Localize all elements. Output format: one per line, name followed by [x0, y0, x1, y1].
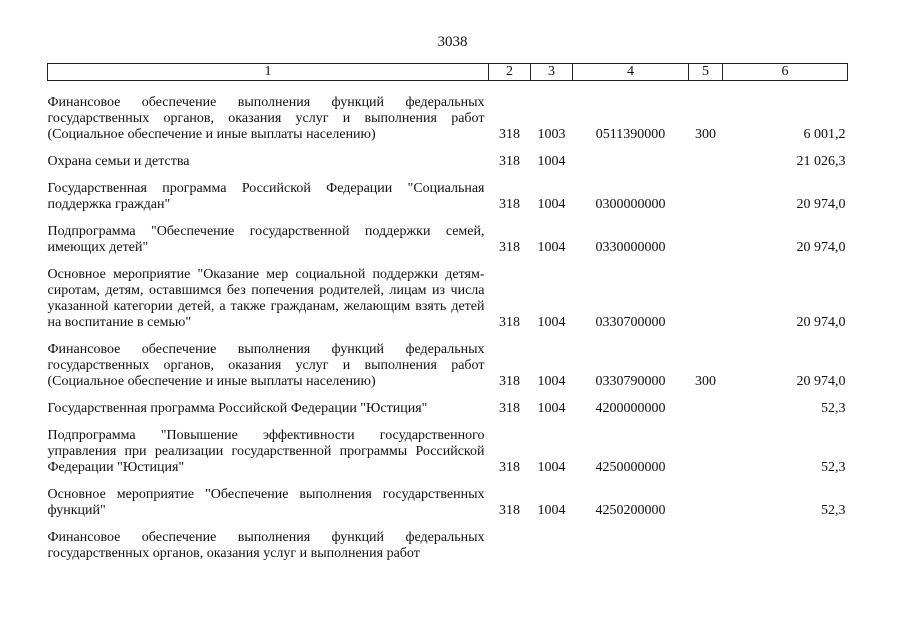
- row-name: Финансовое обеспечение выполнения функций федеральных государственных органов, оказания услуг и выполнения работ: [47, 530, 485, 561]
- row-target: 4200000000: [595, 401, 666, 416]
- row-type: [689, 417, 723, 476]
- row-type: [689, 213, 723, 256]
- table-header-row: [48, 64, 848, 81]
- row-amount: 20 974,0: [796, 374, 846, 389]
- row-ministry: 318: [499, 197, 520, 212]
- row-target: 0511390000: [595, 127, 666, 142]
- row-section: 1004: [537, 503, 566, 518]
- row-section: 1004: [537, 197, 566, 212]
- row-ministry: 318: [499, 315, 520, 330]
- row-amount: 52,3: [821, 401, 846, 416]
- row-name: Финансовое обеспечение выполнения функций федеральных государственных органов, оказания услуг и выполнения работ (Социальное обеспечение и иные выплаты населению): [47, 342, 485, 389]
- row-target: [573, 143, 689, 170]
- row-target: 0330790000: [595, 374, 666, 389]
- row-target: 0330700000: [595, 315, 666, 330]
- row-ministry: 318: [499, 127, 520, 142]
- row-name: Подпрограмма "Обеспечение государственной поддержки семей, имеющих детей": [47, 224, 485, 255]
- row-name: Основное мероприятие "Обеспечение выполнения государственных функций": [47, 487, 485, 518]
- row-type: 300: [695, 127, 716, 142]
- row-name: Основное мероприятие "Оказание мер социальной поддержки детям-сиротам, детям, оставшимся без попечения родителей, лицам из числа указанной категории детей, а также гражданам, желающим взять детей на воспитание в семью": [47, 267, 485, 330]
- row-type: [689, 476, 723, 519]
- row-target: 4250000000: [595, 460, 666, 475]
- row-ministry: 318: [499, 460, 520, 475]
- table-row: [48, 417, 848, 476]
- row-section: 1004: [537, 154, 566, 169]
- row-amount: 52,3: [821, 460, 846, 475]
- row-section: 1004: [537, 374, 566, 389]
- table-row: [48, 476, 848, 519]
- row-ministry: 318: [499, 374, 520, 389]
- table-row: [48, 143, 848, 170]
- row-ministry: 318: [499, 240, 520, 255]
- row-section: 1004: [537, 315, 566, 330]
- row-amount: 20 974,0: [796, 240, 846, 255]
- row-name: Подпрограмма "Повышение эффективности государственного управления при реализации государственной программы Российской Федерации "Юстиция": [47, 428, 485, 475]
- table-row: [48, 519, 848, 562]
- row-amount: 20 974,0: [796, 197, 846, 212]
- table-row: [48, 331, 848, 390]
- row-amount: 20 974,0: [796, 315, 846, 330]
- row-section: 1004: [537, 460, 566, 475]
- row-amount: [723, 519, 848, 562]
- page-number: 3038: [437, 34, 468, 50]
- row-section: 1004: [537, 240, 566, 255]
- row-target: 0330000000: [595, 240, 666, 255]
- budget-table: [47, 63, 848, 562]
- table-row: [48, 81, 848, 144]
- row-type: [689, 170, 723, 213]
- row-name: Государственная программа Российской Федерации "Социальная поддержка граждан": [47, 181, 485, 212]
- row-name: Финансовое обеспечение выполнения функций федеральных государственных органов, оказания услуг и выполнения работ (Социальное обеспечение и иные выплаты населению): [47, 95, 485, 142]
- row-amount: 21 026,3: [796, 154, 846, 169]
- column-header-name: 1: [48, 64, 489, 81]
- row-target: 4250200000: [595, 503, 666, 518]
- row-amount: 52,3: [821, 503, 846, 518]
- row-type: [689, 143, 723, 170]
- column-header-target: 4: [573, 64, 689, 81]
- row-target: 0300000000: [595, 197, 666, 212]
- table-row: [48, 390, 848, 417]
- row-section: 1004: [537, 401, 566, 416]
- row-section: 1003: [537, 127, 566, 142]
- table-row: [48, 170, 848, 213]
- row-name: Государственная программа Российской Федерации "Юстиция": [47, 401, 428, 416]
- row-ministry: 318: [499, 401, 520, 416]
- row-section: [531, 519, 573, 562]
- row-type: [689, 390, 723, 417]
- row-name: Охрана семьи и детства: [47, 154, 190, 169]
- row-amount: 6 001,2: [803, 127, 846, 142]
- row-ministry: 318: [499, 503, 520, 518]
- column-header-section: 3: [531, 64, 573, 81]
- row-type: 300: [695, 374, 716, 389]
- row-target: [573, 519, 689, 562]
- row-type: [689, 519, 723, 562]
- column-header-ministry: 2: [489, 64, 531, 81]
- table-row: [48, 213, 848, 256]
- table-row: [48, 256, 848, 331]
- row-ministry: [489, 519, 531, 562]
- column-header-type: 5: [689, 64, 723, 81]
- row-type: [689, 256, 723, 331]
- column-header-amount: 6: [723, 64, 848, 81]
- row-ministry: 318: [499, 154, 520, 169]
